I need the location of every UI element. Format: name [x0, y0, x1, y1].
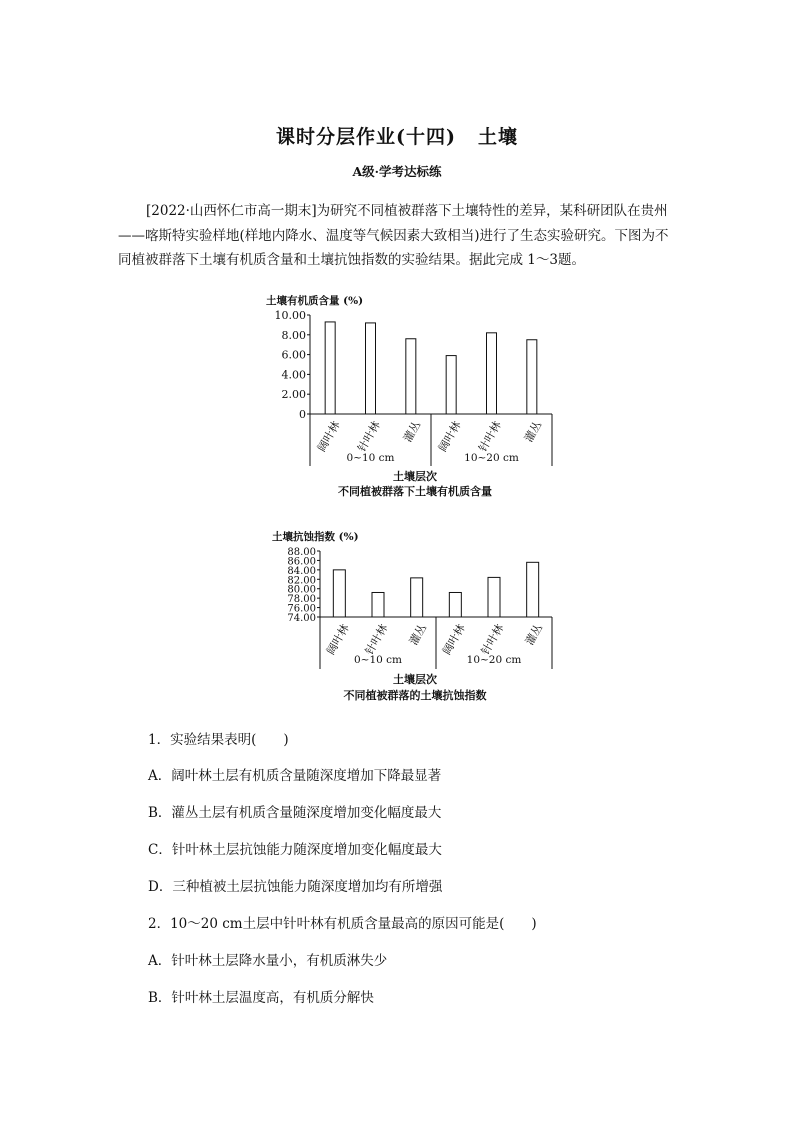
group-label: 10~20 cm — [464, 452, 519, 464]
bar — [487, 333, 497, 414]
category-label: 灌丛 — [522, 419, 545, 445]
intro-paragraph: [2022·山西怀仁市高一期末]为研究不同植被群落下土壤特性的差异，某科研团队在贵州——喀斯特实验样地(样地内降水、温度等气候因素大致相当)进行了生态实验研究。下图为不同植被群落下土壤有机质含量和土壤抗蚀指数的实验结果。据此完成 1～3题。 — [118, 203, 669, 268]
erosion-resistance-chart — [250, 526, 570, 711]
category-label: 针叶林 — [355, 419, 384, 455]
question-1: 1．实验结果表明( ) — [148, 732, 289, 748]
y-axis-label: 土壤有机质含量 (%) — [266, 295, 364, 307]
question-2-option-a: A．针叶林土层降水量小，有机质淋失少 — [148, 953, 388, 969]
x-axis-label: 土壤层次 — [393, 470, 437, 483]
group-label: 0~10 cm — [346, 452, 395, 464]
bar — [366, 323, 376, 414]
category-label: 灌丛 — [401, 419, 424, 445]
category-label: 阔叶林 — [324, 622, 352, 658]
category-label: 针叶林 — [478, 622, 507, 658]
y-tick-label: 0 — [299, 408, 306, 421]
bar — [325, 322, 335, 414]
group-label: 10~20 cm — [466, 654, 522, 666]
bar — [411, 578, 423, 617]
category-label: 灌丛 — [406, 622, 430, 648]
y-tick-label: 88.00 — [287, 547, 316, 558]
erosion-resistance-chart-svg — [250, 526, 570, 711]
bar — [372, 592, 384, 617]
category-label: 阔叶林 — [440, 622, 468, 658]
category-label: 针叶林 — [362, 622, 391, 658]
category-label: 阔叶林 — [435, 419, 464, 455]
question-1-option-a: A．阔叶林土层有机质含量随深度增加下降最显著 — [148, 768, 442, 784]
y-tick-label: 82.00 — [287, 575, 316, 587]
title-main: 课时分层作业(十四) — [276, 126, 456, 148]
y-tick-label: 86.00 — [287, 556, 316, 568]
group-label: 0~10 cm — [353, 654, 403, 666]
question-1-option-c: C．针叶林土层抗蚀能力随深度增加变化幅度最大 — [148, 842, 442, 858]
bar — [527, 340, 537, 414]
y-tick-label: 76.00 — [287, 603, 316, 615]
question-1-option-b: B．灌丛土层有机质含量随深度增加变化幅度最大 — [148, 805, 442, 821]
chart-title: 不同植被群落的土壤抗蚀指数 — [343, 689, 487, 702]
y-tick-label: 78.00 — [287, 594, 316, 606]
bar — [446, 356, 456, 414]
bar — [449, 592, 461, 617]
section-subtitle: A级·学考达标练 — [352, 164, 442, 179]
x-axis-label: 土壤层次 — [393, 673, 437, 686]
category-label: 针叶林 — [476, 419, 505, 455]
question-2: 2．10～20 cm土层中针叶林有机质含量最高的原因可能是( ) — [148, 916, 537, 932]
category-label: 灌丛 — [522, 622, 546, 648]
title-topic: 土壤 — [477, 126, 518, 148]
bar — [333, 570, 345, 617]
page-title — [0, 122, 794, 149]
bar — [488, 577, 500, 617]
y-axis-label: 土壤抗蚀指数 (%) — [272, 531, 359, 543]
y-tick-label: 80.00 — [287, 584, 316, 596]
question-1-option-d: D．三种植被土层抗蚀能力随深度增加均有所增强 — [148, 879, 443, 895]
y-tick-label: 2.00 — [281, 388, 306, 402]
chart-title: 不同植被群落下土壤有机质含量 — [338, 485, 492, 498]
y-tick-label: 74.00 — [287, 613, 316, 624]
y-tick-label: 6.00 — [281, 348, 306, 362]
y-tick-label: 4.00 — [281, 368, 306, 382]
y-tick-label: 10.00 — [274, 309, 306, 322]
category-label: 阔叶林 — [314, 419, 343, 455]
y-tick-label: 8.00 — [281, 328, 306, 342]
bar — [406, 339, 416, 414]
question-2-option-b: B．针叶林土层温度高，有机质分解快 — [148, 990, 374, 1006]
organic-matter-chart-svg — [250, 288, 570, 503]
y-tick-label: 84.00 — [287, 565, 316, 577]
bar — [527, 562, 539, 617]
organic-matter-chart — [250, 288, 570, 503]
